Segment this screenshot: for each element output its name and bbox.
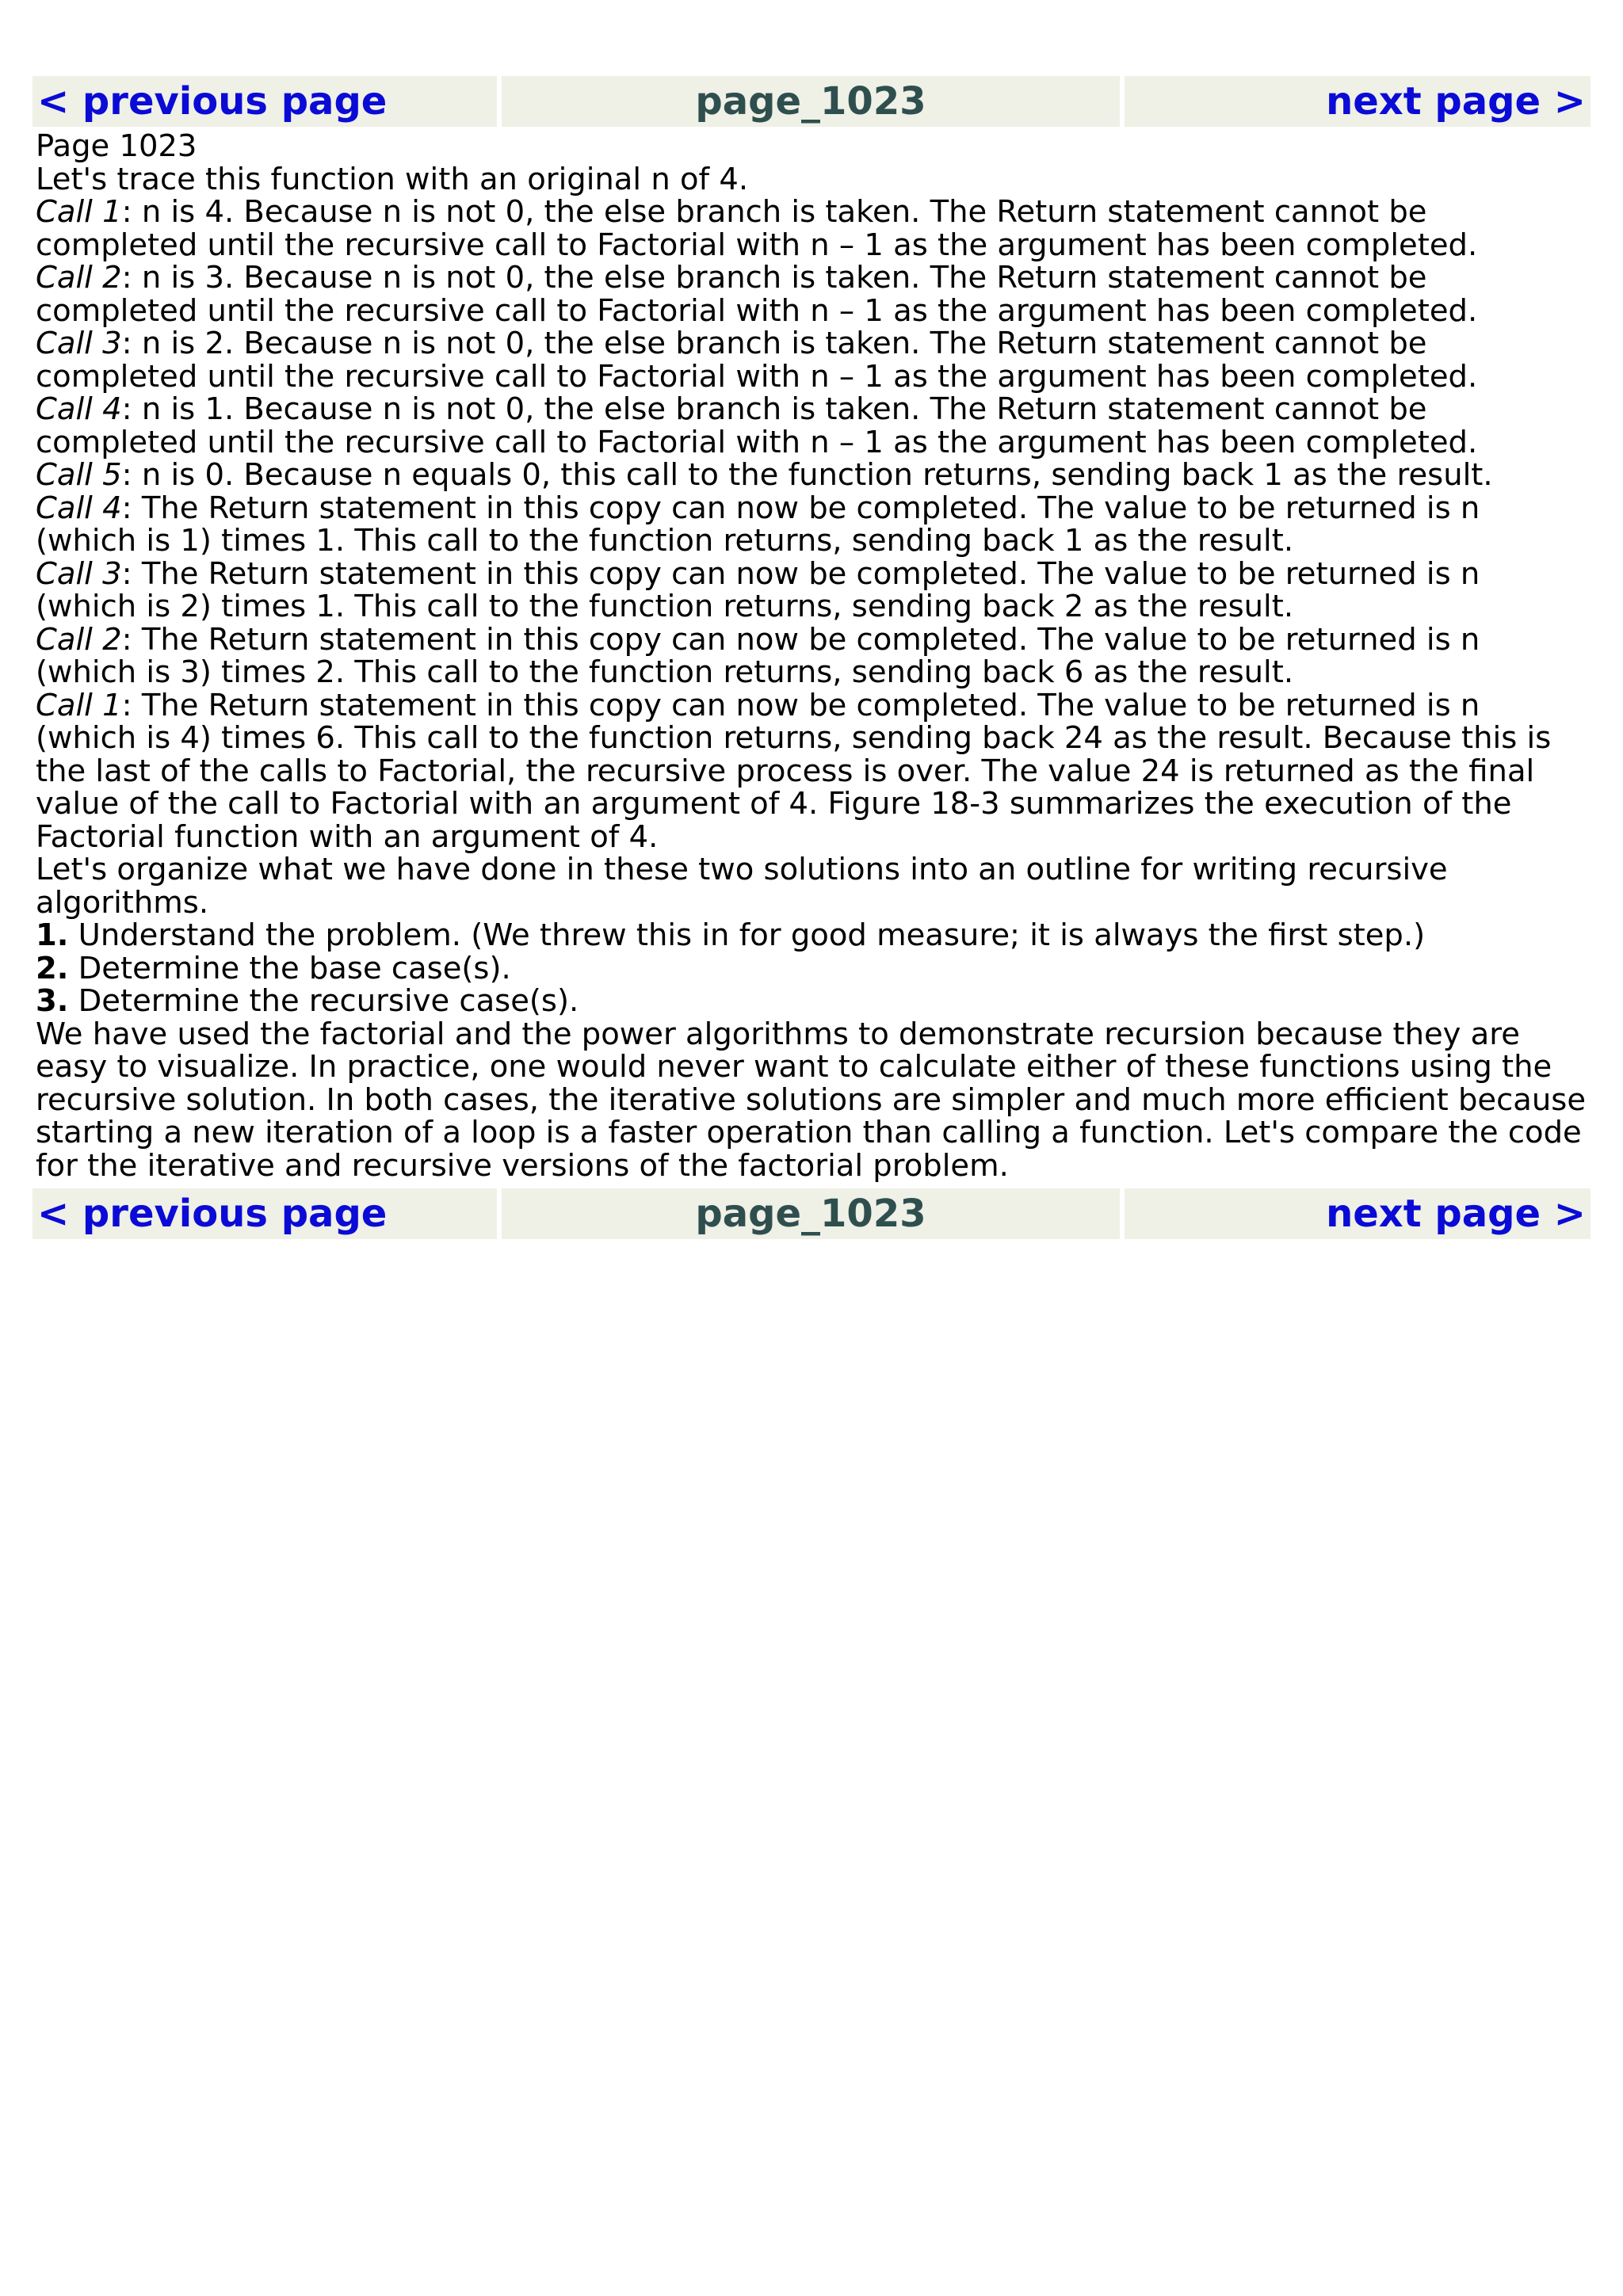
previous-page-link[interactable]: < previous page bbox=[32, 76, 497, 127]
call-label: Call 1 bbox=[36, 194, 122, 230]
call-paragraph bbox=[36, 393, 1587, 459]
call-paragraph bbox=[36, 261, 1587, 327]
intro-paragraph: Let's trace this function with an original n of 4. bbox=[36, 161, 749, 197]
page-id-label: page_1023 bbox=[502, 76, 1120, 127]
page-content bbox=[32, 127, 1591, 1188]
call-text: : The Return statement in this copy can now be completed. The value to be returned is n (which is 4) times 6. This call to the function returns, sending back 24 as the result. Because this is the last of the calls to Factorial, the recursive process is over. The value 24 is returned as the final value of the call to Factorial with an argument of 4. Figure 18-3 summarizes the execution of the Factorial function with an argument of 4. bbox=[36, 687, 1552, 855]
call-label: Call 4 bbox=[36, 391, 122, 427]
call-label: Call 4 bbox=[36, 490, 122, 526]
step-item bbox=[36, 985, 1587, 1018]
call-paragraph bbox=[36, 555, 1587, 624]
call-label: Call 2 bbox=[36, 621, 122, 658]
call-text: : The Return statement in this copy can now be completed. The value to be returned is n (which is 1) times 1. This call to the function returns, sending back 1 as the result. bbox=[36, 490, 1480, 559]
call-text: : n is 1. Because n is not 0, the else branch is taken. The Return statement cannot be completed until the recursive call to Factorial with n – 1 as the argument has been completed. bbox=[36, 391, 1478, 460]
step-number: 3. bbox=[36, 983, 69, 1019]
call-paragraph bbox=[36, 327, 1587, 393]
step-text: Determine the base case(s). bbox=[68, 950, 511, 986]
step-item bbox=[36, 919, 1587, 952]
organize-paragraph: Let's organize what we have done in these two solutions into an outline for writing recursive algorithms. bbox=[36, 852, 1448, 921]
page-id-label: page_1023 bbox=[502, 1188, 1120, 1239]
call-label: Call 1 bbox=[36, 687, 122, 723]
step-item bbox=[36, 952, 1587, 986]
closing-paragraph: We have used the factorial and the power algorithms to demonstrate recursion because they are easy to visualize. In practice, one would never want to calculate either of these functions using the recursive solution. In both cases, the iterative solutions are simpler and much more efficient because starting a new iteration of a loop is a faster operation than calling a function. Let's compare the code for the iterative and recursive versions of the factorial problem. bbox=[36, 1016, 1587, 1184]
call-paragraph bbox=[36, 621, 1587, 690]
next-page-link[interactable]: next page > bbox=[1125, 76, 1591, 127]
bottom-navigation-bar bbox=[32, 1188, 1591, 1239]
call-paragraph bbox=[36, 689, 1587, 854]
call-text: : The Return statement in this copy can now be completed. The value to be returned is n (which is 3) times 2. This call to the function returns, sending back 6 as the result. bbox=[36, 621, 1480, 690]
call-text: : n is 4. Because n is not 0, the else branch is taken. The Return statement cannot be completed until the recursive call to Factorial with n – 1 as the argument has been completed. bbox=[36, 194, 1478, 263]
step-text: Understand the problem. (We threw this in for good measure; it is always the first step.) bbox=[68, 917, 1426, 953]
step-number: 1. bbox=[36, 917, 69, 953]
call-label: Call 3 bbox=[36, 555, 122, 592]
top-navigation-bar bbox=[32, 76, 1591, 127]
call-text: : n is 3. Because n is not 0, the else branch is taken. The Return statement cannot be completed until the recursive call to Factorial with n – 1 as the argument has been completed. bbox=[36, 260, 1478, 329]
call-text: : n is 2. Because n is not 0, the else branch is taken. The Return statement cannot be completed until the recursive call to Factorial with n – 1 as the argument has been completed. bbox=[36, 326, 1478, 395]
previous-page-link[interactable]: < previous page bbox=[32, 1188, 497, 1239]
call-label: Call 3 bbox=[36, 326, 122, 361]
step-text: Determine the recursive case(s). bbox=[68, 983, 579, 1019]
call-text: : n is 0. Because n equals 0, this call to the function returns, sending back 1 as the result. bbox=[121, 457, 1493, 493]
call-paragraph bbox=[36, 492, 1587, 558]
call-label: Call 2 bbox=[36, 260, 122, 296]
call-text: : The Return statement in this copy can now be completed. The value to be returned is n (which is 2) times 1. This call to the function returns, sending back 2 as the result. bbox=[36, 555, 1480, 624]
next-page-link[interactable]: next page > bbox=[1125, 1188, 1591, 1239]
step-number: 2. bbox=[36, 950, 69, 986]
call-paragraph bbox=[36, 196, 1587, 261]
call-paragraph bbox=[36, 459, 1587, 492]
call-label: Call 5 bbox=[36, 457, 122, 493]
page-number: Page 1023 bbox=[36, 128, 197, 164]
document-page bbox=[32, 76, 1591, 1239]
